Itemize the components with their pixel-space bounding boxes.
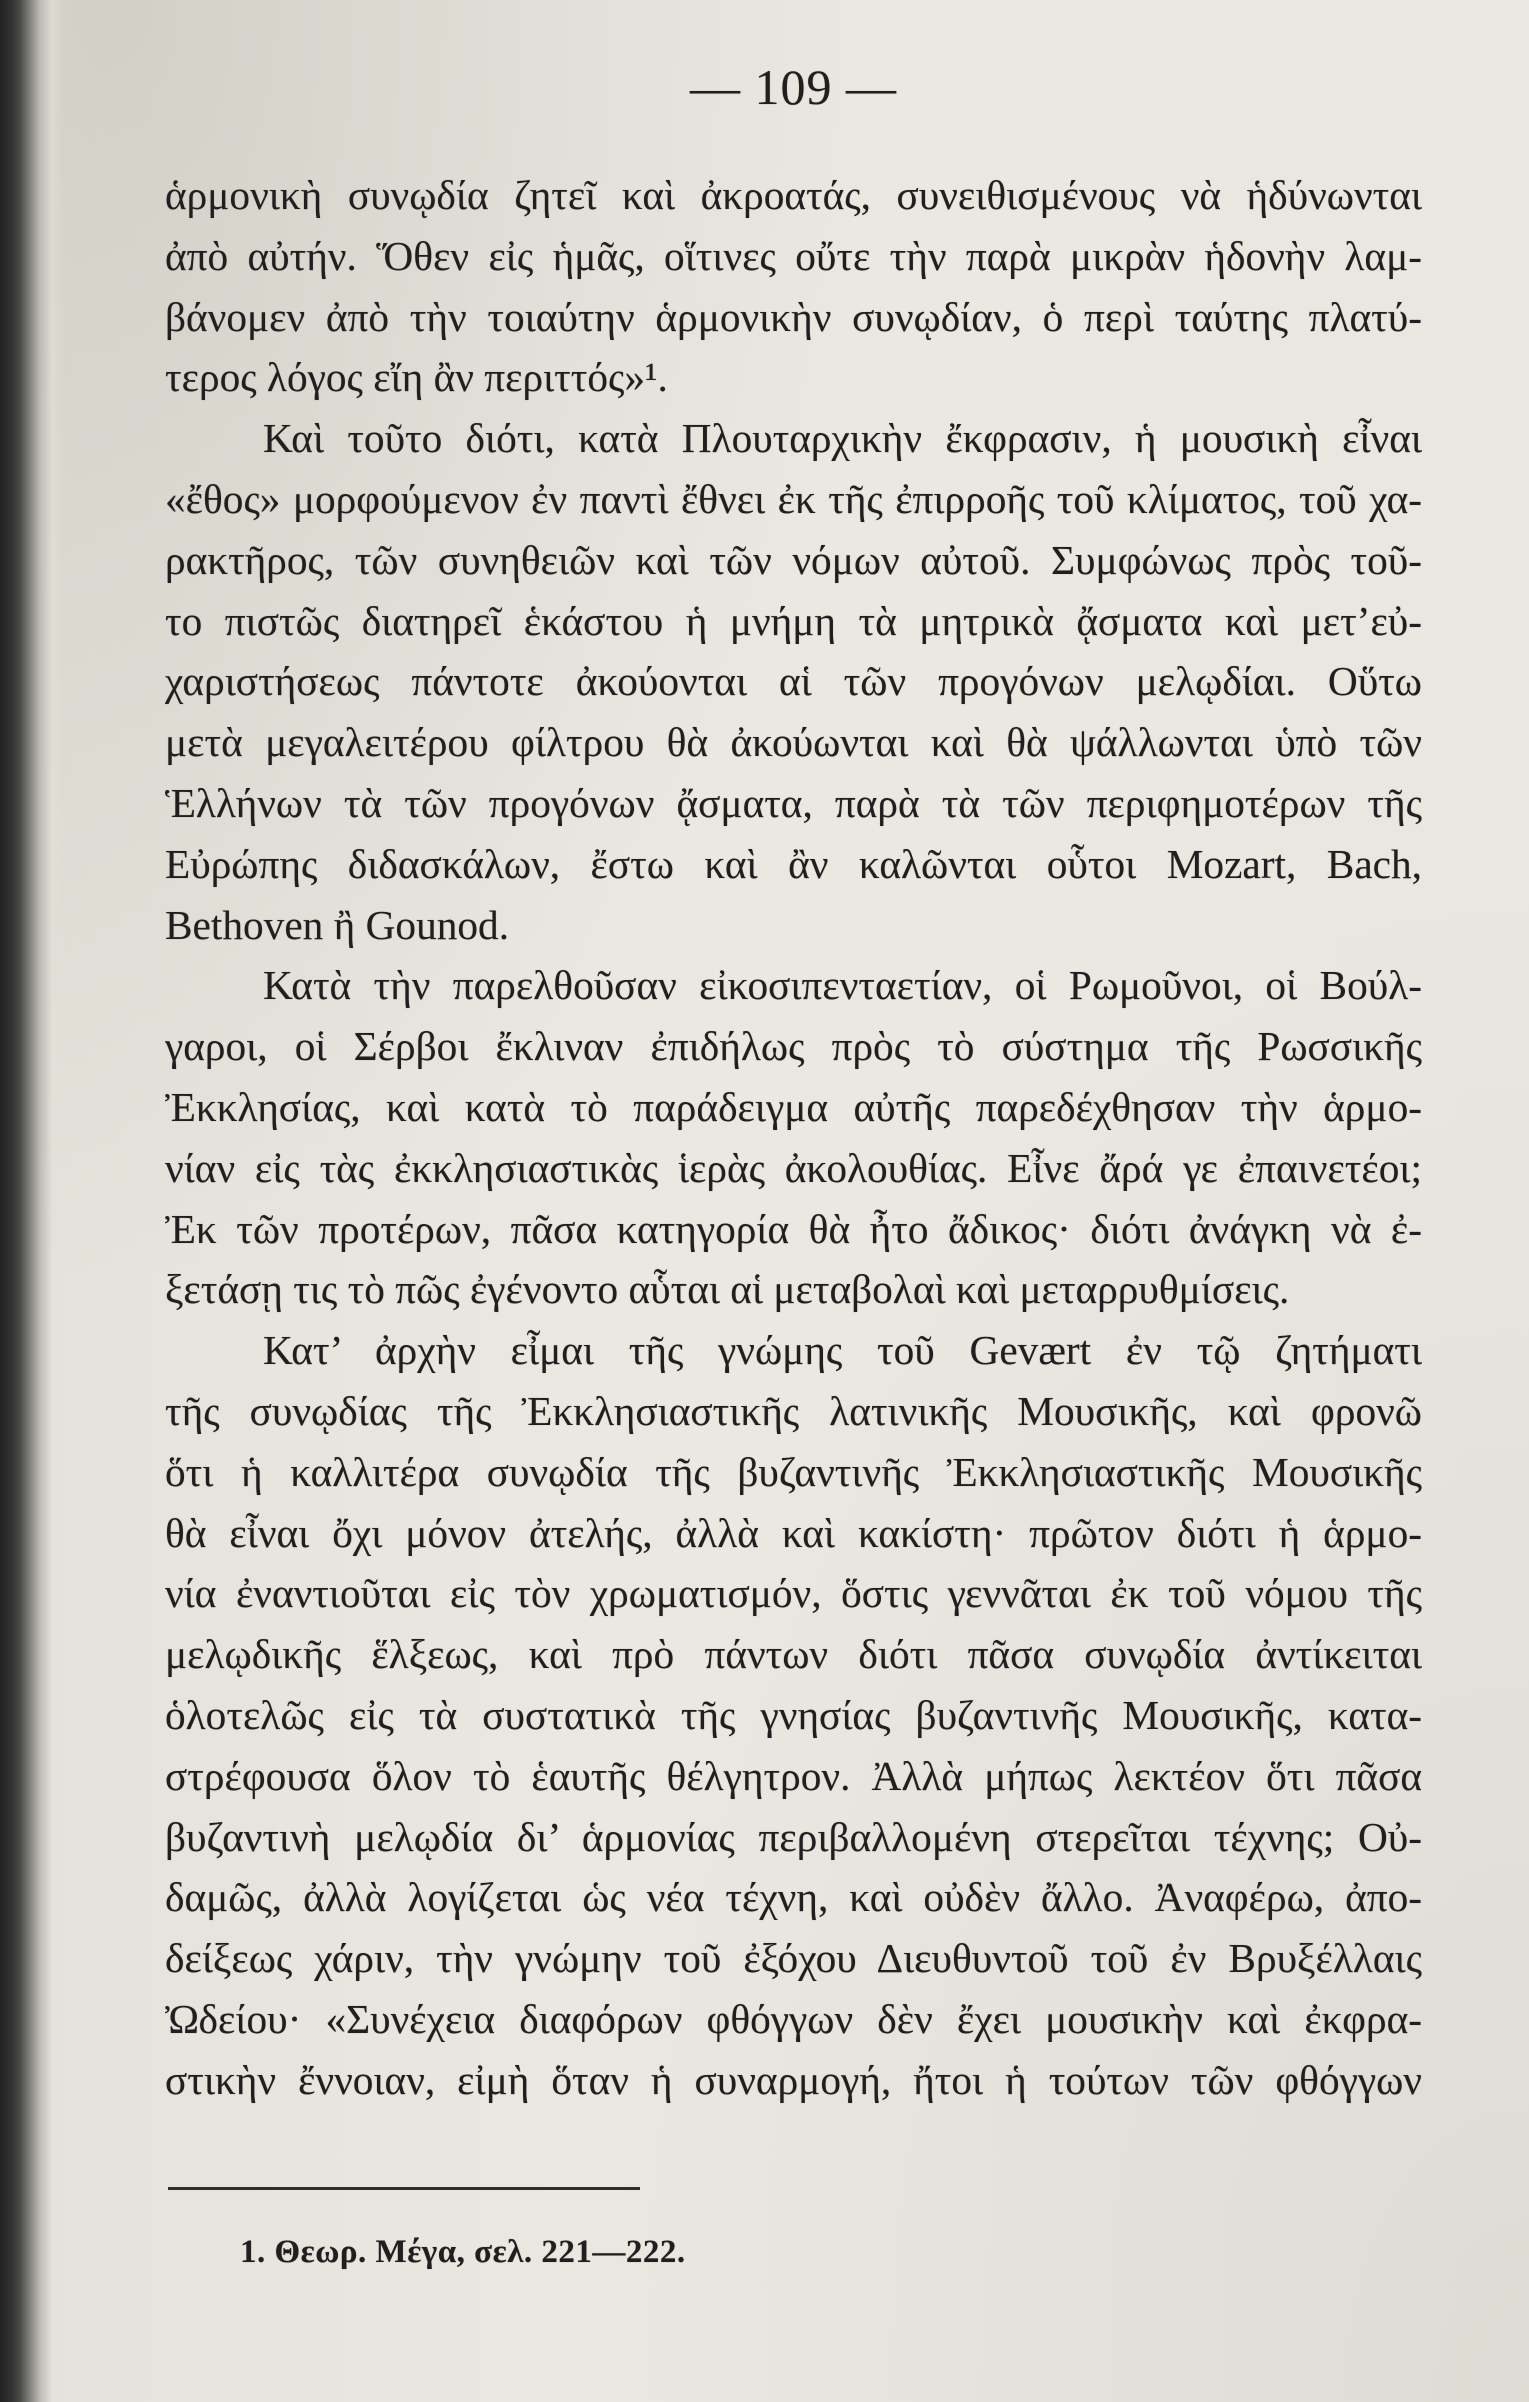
text-line: μετὰ μεγαλειτέρου φίλτρου θὰ ἀκούωνται καὶ θὰ ψάλλωνται ὑπὸ τῶν	[165, 719, 1422, 766]
paragraph	[165, 955, 1422, 1320]
text-line: ξετάσῃ τις τὸ πῶς ἐγένοντο αὗται αἱ μεταβολαὶ καὶ μεταρρυθμίσεις.	[165, 1266, 1290, 1313]
text-line: χαριστήσεως πάντοτε ἀκούονται αἱ τῶν προγόνων μελῳδίαι. Οὕτω	[165, 658, 1422, 705]
binding-shadow	[0, 0, 64, 2402]
text-line: ρακτῆρος, τῶν συνηθειῶν καὶ τῶν νόμων αὐτοῦ. Συμφώνως πρὸς τοῦ-	[165, 536, 1422, 583]
text-line: θὰ εἶναι ὄχι μόνον ἀτελής, ἀλλὰ καὶ κακίστη· πρῶτον διότι ἡ ἁρμο-	[165, 1509, 1422, 1556]
text-line: Ἐκ τῶν προτέρων, πᾶσα κατηγορία θὰ ἦτο ἄδικος· διότι ἀνάγκη νὰ ἐ-	[165, 1205, 1422, 1252]
paragraph	[165, 1320, 1422, 2110]
paragraph	[165, 165, 1422, 408]
text-line: τῆς συνῳδίας τῆς Ἐκκλησιαστικῆς λατινικῆς Μουσικῆς, καὶ φρονῶ	[165, 1387, 1422, 1434]
text-line: ὁλοτελῶς εἰς τὰ συστατικὰ τῆς γνησίας βυζαντινῆς Μουσικῆς, κατα-	[165, 1691, 1422, 1738]
text-line: βυζαντινὴ μελῳδία δι’ ἁρμονίας περιβαλλομένη στερεῖται τέχνης; Οὐ-	[165, 1813, 1422, 1860]
text-line: Κατ’ ἀρχὴν εἶμαι τῆς γνώμης τοῦ Gevært ἐν τῷ ζητήματι	[263, 1327, 1422, 1374]
text-line: Ἑλλήνων τὰ τῶν προγόνων ᾄσματα, παρὰ τὰ τῶν περιφημοτέρων τῆς	[165, 779, 1422, 826]
text-line: στικὴν ἔννοιαν, εἰμὴ ὅταν ἡ συναρμογή, ἤτοι ἡ τούτων τῶν φθόγγων	[165, 2056, 1422, 2103]
text-line: το πιστῶς διατηρεῖ ἑκάστου ἡ μνήμη τὰ μητρικὰ ᾄσματα καὶ μετ’εὐ-	[165, 597, 1422, 644]
text-line: Bethoven ἢ Gounod.	[165, 901, 510, 948]
text-line: βάνομεν ἀπὸ τὴν τοιαύτην ἁρμονικὴν συνῳδίαν, ὁ περὶ ταύτης πλατύ-	[165, 293, 1422, 340]
footnote: 1. Θεωρ. Μέγα, σελ. 221—222.	[240, 2234, 686, 2270]
text-line: Κατὰ τὴν παρελθοῦσαν εἰκοσιπενταετίαν, οἱ Ρωμοῦνοι, οἱ Βούλ-	[263, 962, 1422, 1009]
text-line: νία ἐναντιοῦται εἰς τὸν χρωματισμόν, ὅστις γεννᾶται ἐκ τοῦ νόμου τῆς	[165, 1570, 1422, 1617]
text-line: «ἔθος» μορφούμενον ἐν παντὶ ἔθνει ἐκ τῆς ἐπιρροῆς τοῦ κλίματος, τοῦ χα-	[165, 475, 1422, 522]
text-line: ἀπὸ αὐτήν. Ὅθεν εἰς ἡμᾶς, οἵτινες οὔτε τὴν παρὰ μικρὰν ἡδονὴν λαμ-	[165, 232, 1422, 279]
text-line: Ὠδείου· «Συνέχεια διαφόρων φθόγγων δὲν ἔχει μουσικὴν καὶ ἐκφρα-	[165, 1995, 1422, 2042]
body-text	[165, 165, 1422, 2111]
text-line: Εὐρώπης διδασκάλων, ἔστω καὶ ἂν καλῶνται οὗτοι Mozart, Bach,	[165, 840, 1422, 887]
text-line: δείξεως χάριν, τὴν γνώμην τοῦ ἐξόχου Διευθυντοῦ τοῦ ἐν Βρυξέλλαις	[165, 1935, 1422, 1982]
text-line: μελῳδικῆς ἕλξεως, καὶ πρὸ πάντων διότι πᾶσα συνῳδία ἀντίκειται	[165, 1631, 1422, 1678]
text-line: ὅτι ἡ καλλιτέρα συνῳδία τῆς βυζαντινῆς Ἐκκλησιαστικῆς Μουσικῆς	[165, 1448, 1422, 1495]
text-line: δαμῶς, ἀλλὰ λογίζεται ὡς νέα τέχνη, καὶ οὐδὲν ἄλλο. Ἀναφέρω, ἀπο-	[165, 1874, 1422, 1921]
paragraph	[165, 408, 1422, 955]
text-line: νίαν εἰς τὰς ἐκκλησιαστικὰς ἱερὰς ἀκολουθίας. Εἶνε ἄρά γε ἐπαινετέοι;	[165, 1144, 1422, 1191]
text-line: Ἐκκλησίας, καὶ κατὰ τὸ παράδειγμα αὐτῆς παρεδέχθησαν τὴν ἁρμο-	[165, 1083, 1422, 1130]
page-number: — 109 —	[690, 59, 897, 115]
text-line: στρέφουσα ὅλον τὸ ἑαυτῆς θέλγητρον. Ἀλλὰ μήπως λεκτέον ὅτι πᾶσα	[165, 1752, 1422, 1799]
text-line: τερος λόγος εἴη ἂν περιττός»¹.	[165, 354, 668, 401]
footnote-divider	[168, 2187, 640, 2190]
text-line: γαροι, οἱ Σέρβοι ἔκλιναν ἐπιδήλως πρὸς τὸ σύστημα τῆς Ρωσσικῆς	[165, 1023, 1422, 1070]
text-line: ἁρμονικὴ συνῳδία ζητεῖ καὶ ἀκροατάς, συνειθισμένους νὰ ἡδύνωνται	[165, 172, 1422, 218]
text-line: Καὶ τοῦτο διότι, κατὰ Πλουταρχικὴν ἔκφρασιν, ἡ μουσικὴ εἶναι	[263, 415, 1422, 462]
